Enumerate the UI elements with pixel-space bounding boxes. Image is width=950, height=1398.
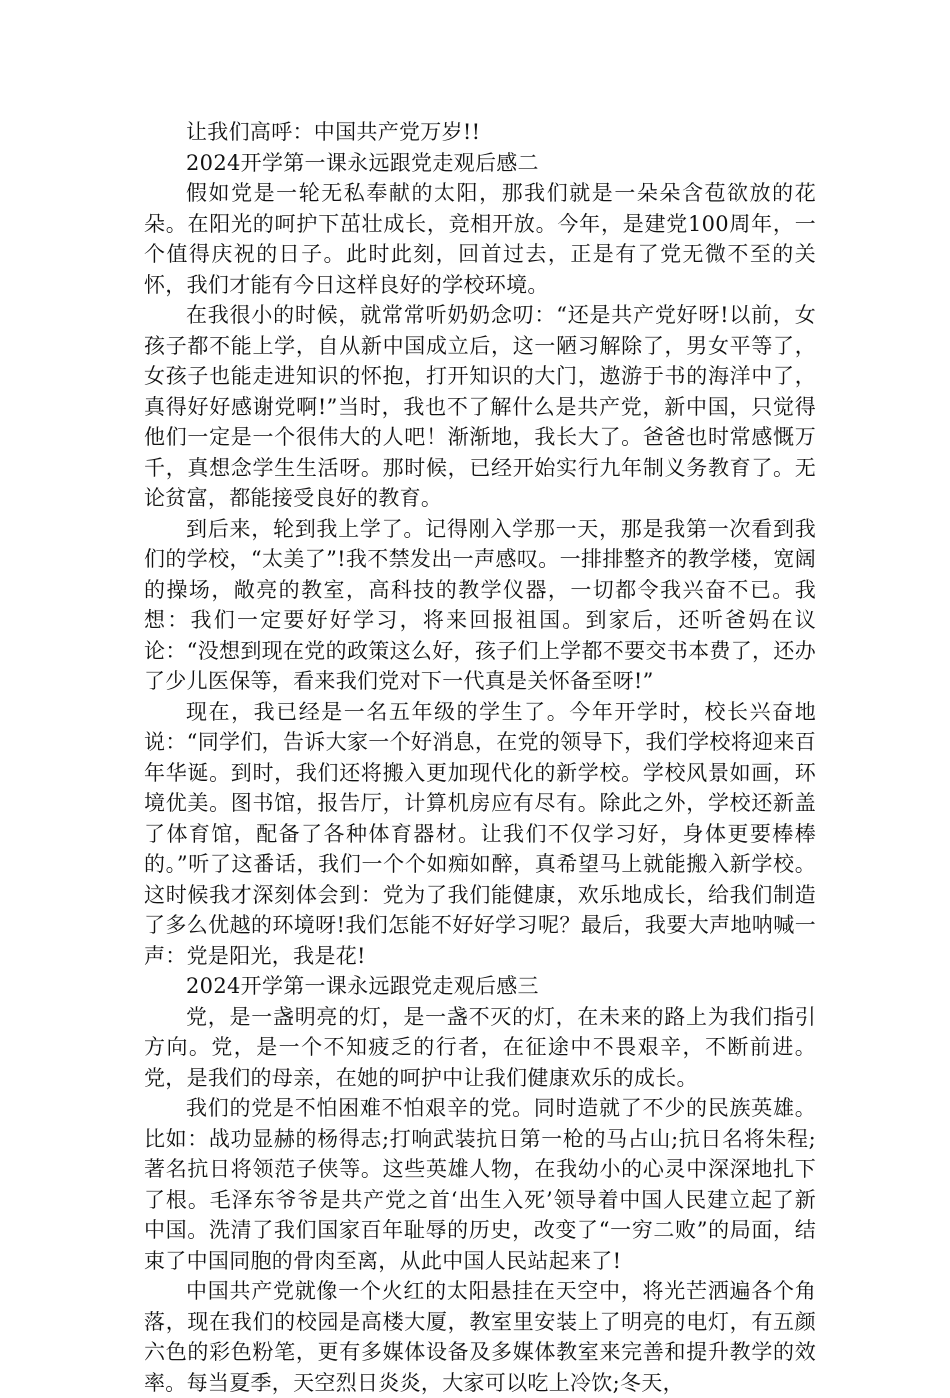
- section-heading: 2024开学第一课永远跟党走观后感三: [186, 974, 539, 998]
- paragraph: 让我们高呼：中国共产党万岁!!: [186, 120, 481, 144]
- paragraph: 假如党是一轮无私奉献的太阳，那我们就是一朵朵含苞欲放的花朵。在阳光的呵护下茁壮成长，竞相开放。今年，是建党100周年，一个值得庆祝的日子。此时此刻，回首过去，正是有了党无微不至的关怀，我们才能有今日这样良好的学校环境。: [144, 181, 816, 297]
- paragraph: 中国共产党就像一个火红的太阳悬挂在天空中，将光芒洒遍各个角落，现在我们的校园是高楼大厦，教室里安装上了明亮的电灯，有五颜六色的彩色粉笔，更有多媒体设备及多媒体教室来完善和提升教学的效率。每当夏季，天空烈日炎炎，大家可以吃上冷饮;冬天，: [144, 1279, 816, 1395]
- paragraph: 党，是一盏明亮的灯，是一盏不灭的灯，在未来的路上为我们指引方向。党，是一个不知疲乏的行者，在征途中不畏艰辛，不断前进。党，是我们的母亲，在她的呵护中让我们健康欢乐的成长。: [144, 1004, 816, 1090]
- document-body: [144, 117, 816, 1398]
- paragraph: 现在，我已经是一名五年级的学生了。今年开学时，校长兴奋地说：“同学们，告诉大家一个好消息，在党的领导下，我们学校将迎来百年华诞。到时，我们还将搬入更加现代化的新学校。学校风景如画，环境优美。图书馆，报告厅，计算机房应有尽有。除此之外，学校还新盖了体育馆，配备了各种体育器材。让我们不仅学习好，身体更要棒棒的。”听了这番话，我们一个个如痴如醉，真希望马上就能搬入新学校。这时候我才深刻体会到：党为了我们能健康，欢乐地成长，给我们制造了多么优越的环境呀!我们怎能不好好学习呢？最后，我要大声地呐喊一声：党是阳光，我是花!: [144, 699, 816, 968]
- paragraph: 在我很小的时候，就常常听奶奶念叨：“还是共产党好呀!以前，女孩子都不能上学，自从新中国成立后，这一陋习解除了，男女平等了，女孩子也能走进知识的怀抱，打开知识的大门，遨游于书的海洋中了，真得好好感谢党啊!”当时，我也不了解什么是共产党，新中国，只觉得他们一定是一个很伟大的人吧！渐渐地，我长大了。爸爸也时常感慨万千，真想念学生生活呀。那时候，已经开始实行九年制义务教育了。无论贫富，都能接受良好的教育。: [144, 303, 817, 510]
- paragraph: 到后来，轮到我上学了。记得刚入学那一天，那是我第一次看到我们的学校，“太美了”!我不禁发出一声感叹。一排排整齐的教学楼，宽阔的操场，敞亮的教室，高科技的教学仪器，一切都令我兴奋不已。我想：我们一定要好好学习，将来回报祖国。到家后，还听爸妈在议论：“没想到现在党的政策这么好，孩子们上学都不要交书本费了，还办了少儿医保等，看来我们党对下一代真是关怀备至呀!”: [144, 516, 816, 693]
- paragraph: 我们的党是不怕困难不怕艰辛的党。同时造就了不少的民族英雄。比如：战功显赫的杨得志;打响武装抗日第一枪的马占山;抗日名将朱程;著名抗日将领范子侠等。这些英雄人物，在我幼小的心灵中深深地扎下了根。毛泽东爷爷是共产党之首‘出生入死’领导着中国人民建立起了新中国。洗清了我们国家百年耻辱的历史，改变了“一穷二败”的局面，结束了中国同胞的骨肉至离，从此中国人民站起来了!: [144, 1096, 816, 1273]
- section-heading: 2024开学第一课永远跟党走观后感二: [186, 150, 539, 175]
